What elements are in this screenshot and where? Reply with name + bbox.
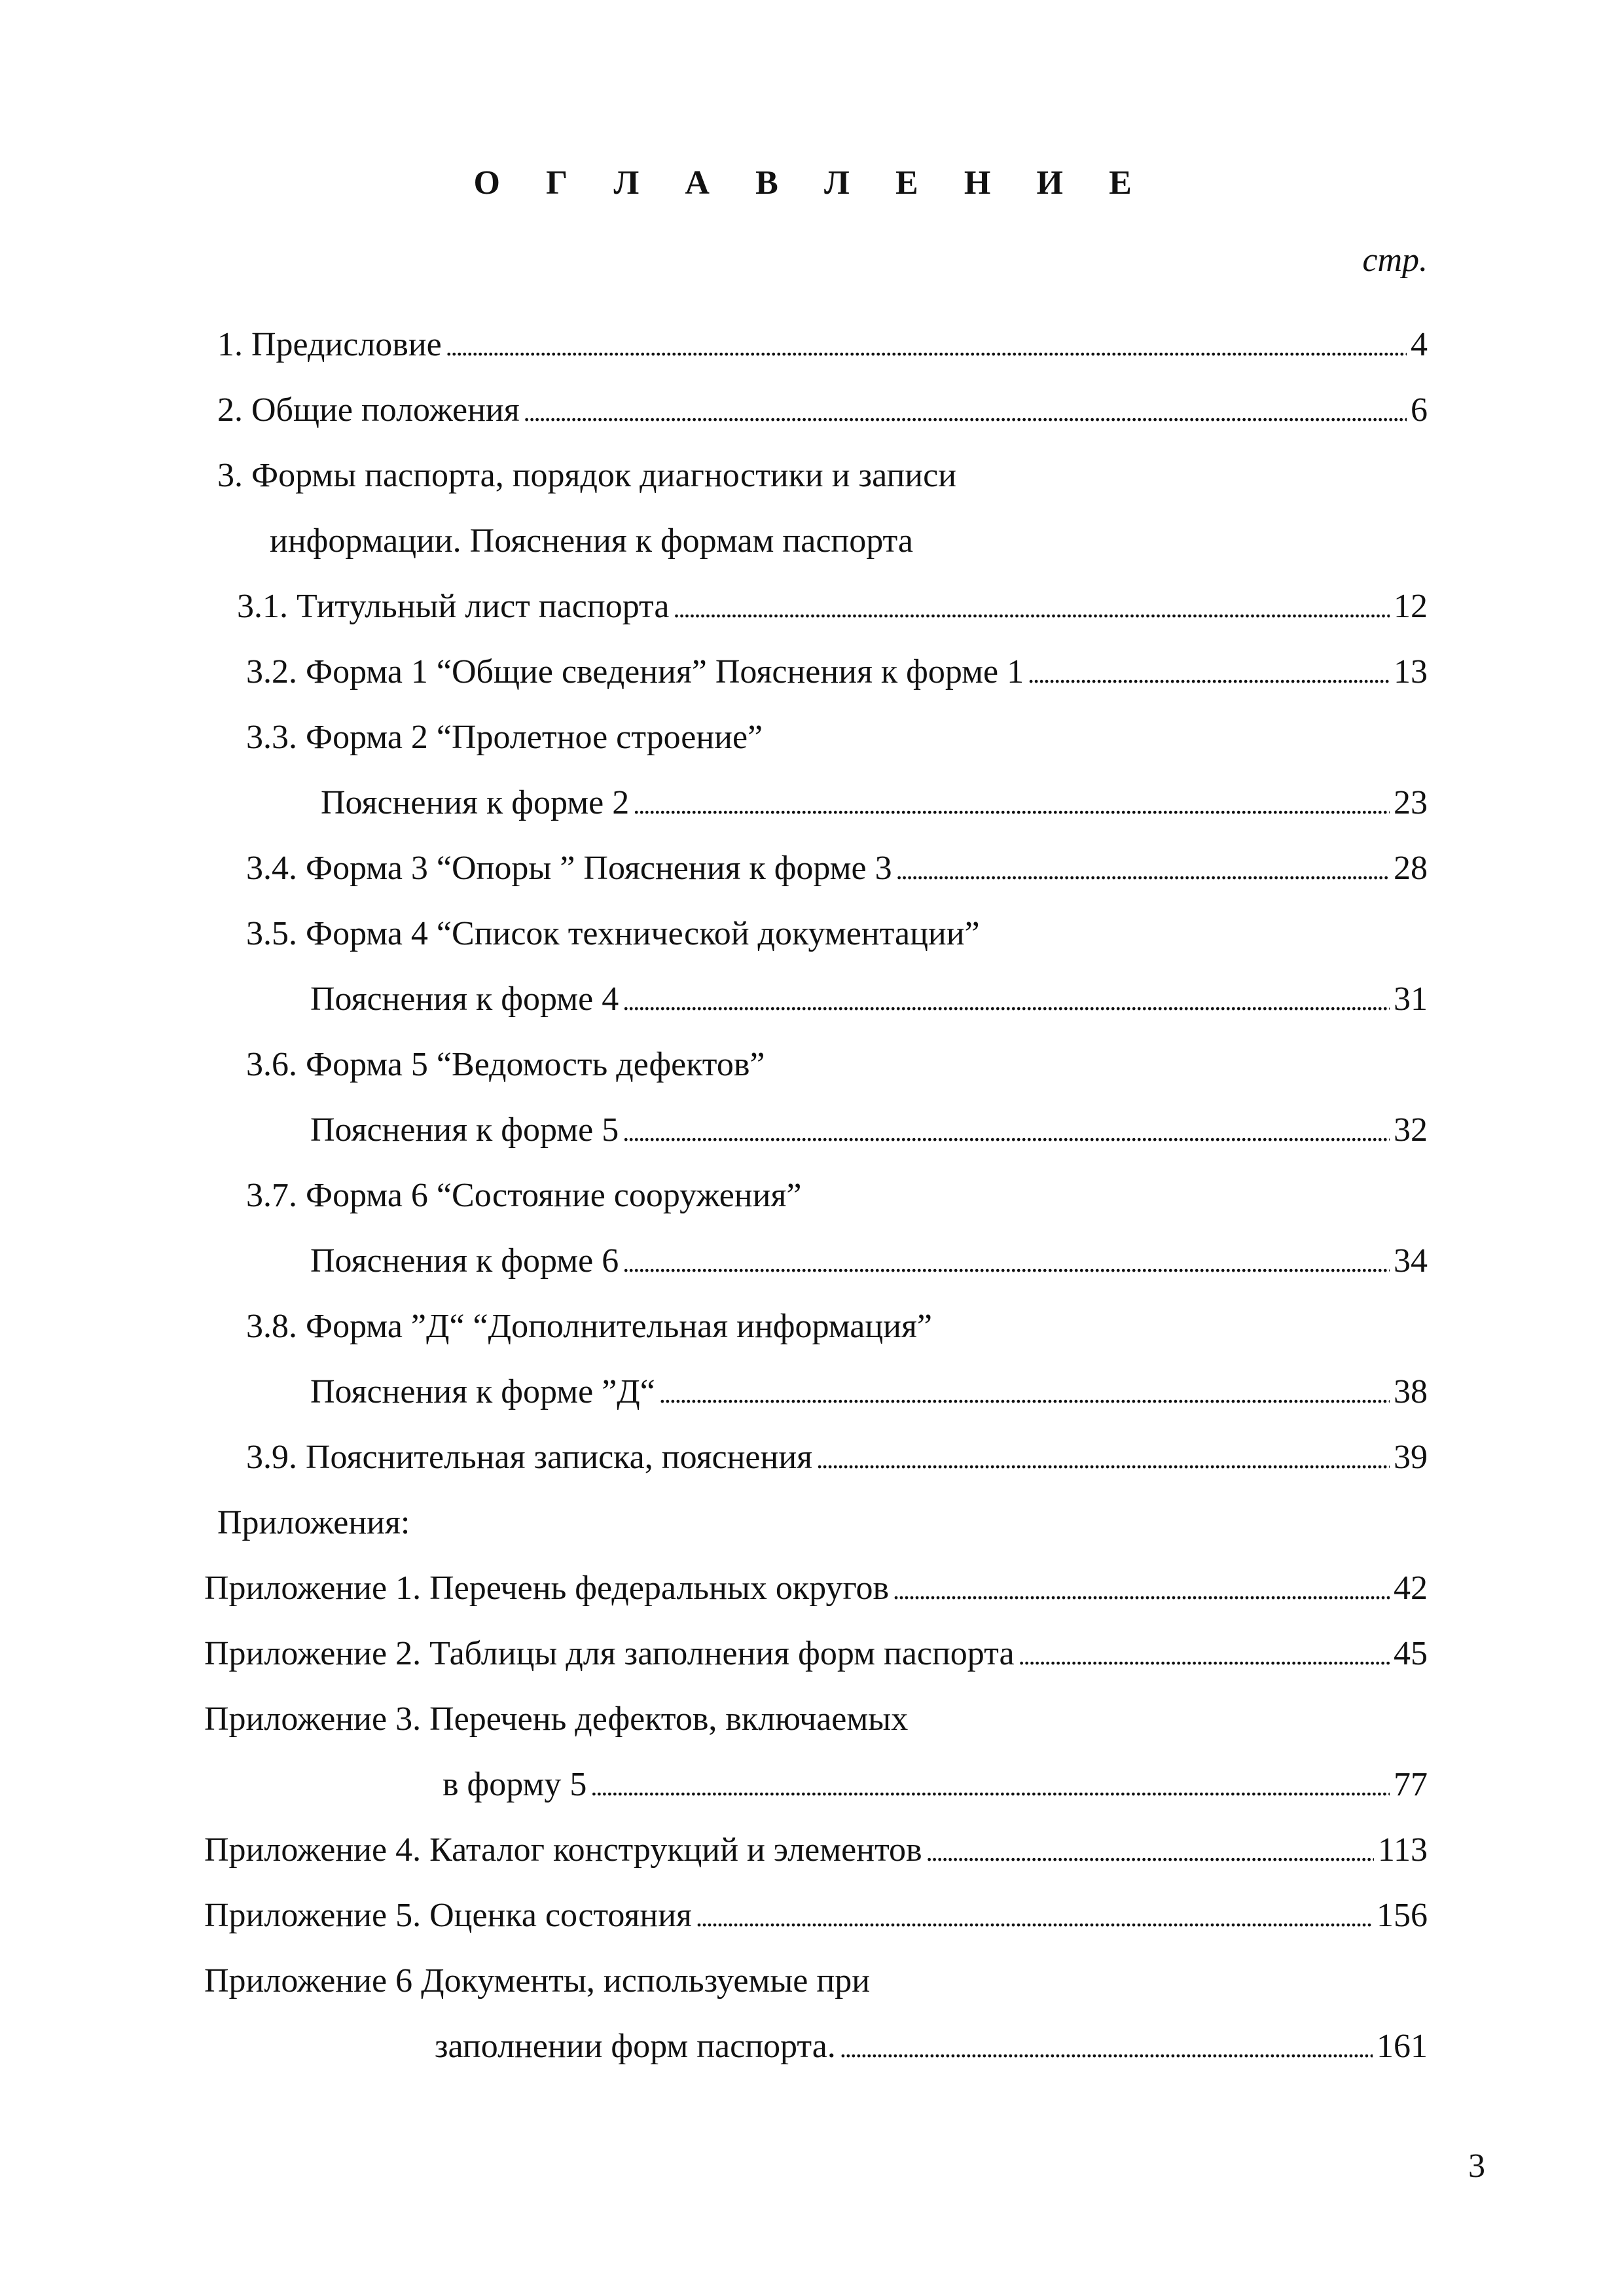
leader-dots [623,980,1390,1023]
toc-entry-title: 3.3. Форма 2 “Пролетное строение” [246,719,763,756]
leader-dots [623,1242,1390,1285]
leader-dots [696,1896,1373,1939]
toc-entry-title: Приложение 1. Перечень федеральных округов [204,1570,890,1607]
toc-entry-title: Пояснения к форме 6 [310,1242,619,1280]
toc-entry-page: 32 [1394,1111,1428,1149]
toc-entry-page: 39 [1394,1439,1428,1476]
toc-entry-title: 3.9. Пояснительная записка, пояснения [246,1439,813,1476]
toc-entry[interactable] [237,585,1428,628]
toc-entry[interactable] [246,847,1428,890]
leader-dots [1028,653,1390,696]
toc-entry[interactable] [204,1632,1428,1676]
toc-entry[interactable] [435,2025,1428,2068]
toc-entry-page: 113 [1377,1831,1428,1869]
toc-entry-title: Пояснения к форме 5 [310,1111,619,1149]
toc-entry[interactable] [204,1567,1428,1610]
leader-dots [893,1569,1390,1612]
toc-entry[interactable] [246,1436,1428,1479]
leader-dots [659,1372,1390,1416]
toc-entry-page: 161 [1377,2028,1428,2065]
toc-entry-title: 3.2. Форма 1 “Общие сведения” Пояснения к форме 1 [246,653,1024,691]
toc-entry-page: 12 [1394,588,1428,625]
leader-dots [673,587,1390,630]
toc-entry-title: 3.6. Форма 5 “Ведомость дефектов” [246,1046,765,1083]
toc-entry-title: 3.5. Форма 4 “Список технической документации” [246,915,980,952]
toc-entry[interactable] [310,1371,1428,1414]
toc-entry-page: 38 [1394,1373,1428,1410]
toc-heading: О Г Л А В Л Е Н И Е [473,164,1151,202]
toc-entry-title: в форму 5 [442,1766,587,1803]
toc-entry-title: Приложение 5. Оценка состояния [204,1897,692,1934]
leader-dots [623,1111,1390,1154]
toc-entry-page: 28 [1394,850,1428,887]
toc-entry[interactable] [246,651,1428,694]
toc-entry-title: Приложение 3. Перечень дефектов, включаемых [204,1700,909,1738]
toc-entry-page: 4 [1411,326,1428,363]
leader-dots [926,1831,1374,1874]
leader-dots [590,1765,1390,1808]
leader-dots [1019,1634,1390,1677]
toc-entry-title: Пояснения к форме ”Д“ [310,1373,655,1410]
toc-entry-title: Пояснения к форме 2 [321,784,630,821]
toc-entry-title: 3.4. Форма 3 “Опоры ” Пояснения к форме 3 [246,850,892,887]
leader-dots [816,1438,1390,1481]
toc-entry[interactable] [217,389,1428,432]
leader-dots [446,325,1407,368]
toc-entry-title: Приложение 2. Таблицы для заполнения форм паспорта [204,1635,1015,1672]
leader-dots [840,2027,1373,2070]
toc-entry-title: заполнении форм паспорта. [435,2028,836,2065]
toc-entry-page: 156 [1377,1897,1428,1934]
page-column-label: стр. [1362,242,1428,279]
toc-entry[interactable] [310,978,1428,1021]
leader-dots [524,391,1407,434]
toc-entry[interactable] [217,323,1428,367]
toc-entry-title: 1. Предисловие [217,326,442,363]
toc-entry-title: Приложение 4. Каталог конструкций и элементов [204,1831,922,1869]
toc-entry-title: 3.1. Титульный лист паспорта [237,588,670,625]
toc-entry-page: 31 [1394,980,1428,1018]
toc-entry-page: 42 [1394,1570,1428,1607]
toc-entry-title: Пояснения к форме 4 [310,980,619,1018]
toc-entry-page: 13 [1394,653,1428,691]
leader-dots [633,783,1390,827]
leader-dots [896,849,1390,892]
toc-entry-title: 3.8. Форма ”Д“ “Дополнительная информация” [246,1308,932,1345]
toc-entry[interactable] [310,1109,1428,1152]
toc-entry[interactable] [310,1240,1428,1283]
toc-entry[interactable] [321,781,1428,825]
toc-entry-title: Приложение 6 Документы, используемые при [204,1962,871,2000]
appendices-heading: Приложения: [217,1504,410,1541]
toc-entry-page: 23 [1394,784,1428,821]
toc-entry-page: 6 [1411,391,1428,429]
toc-entry-title: 3. Формы паспорта, порядок диагностики и записи [217,457,957,494]
toc-entry-page: 77 [1394,1766,1428,1803]
toc-entry[interactable] [204,1894,1428,1937]
toc-entry[interactable] [442,1763,1428,1806]
toc-entry-title: 3.7. Форма 6 “Состояние сооружения” [246,1177,802,1214]
toc-entry-title: 2. Общие положения [217,391,520,429]
toc-entry-page: 45 [1394,1635,1428,1672]
toc-entry-page: 34 [1394,1242,1428,1280]
toc-entry-title-continued: информации. Пояснения к формам паспорта [270,522,913,560]
page-number: 3 [1468,2147,1485,2185]
toc-entry[interactable] [204,1829,1428,1872]
